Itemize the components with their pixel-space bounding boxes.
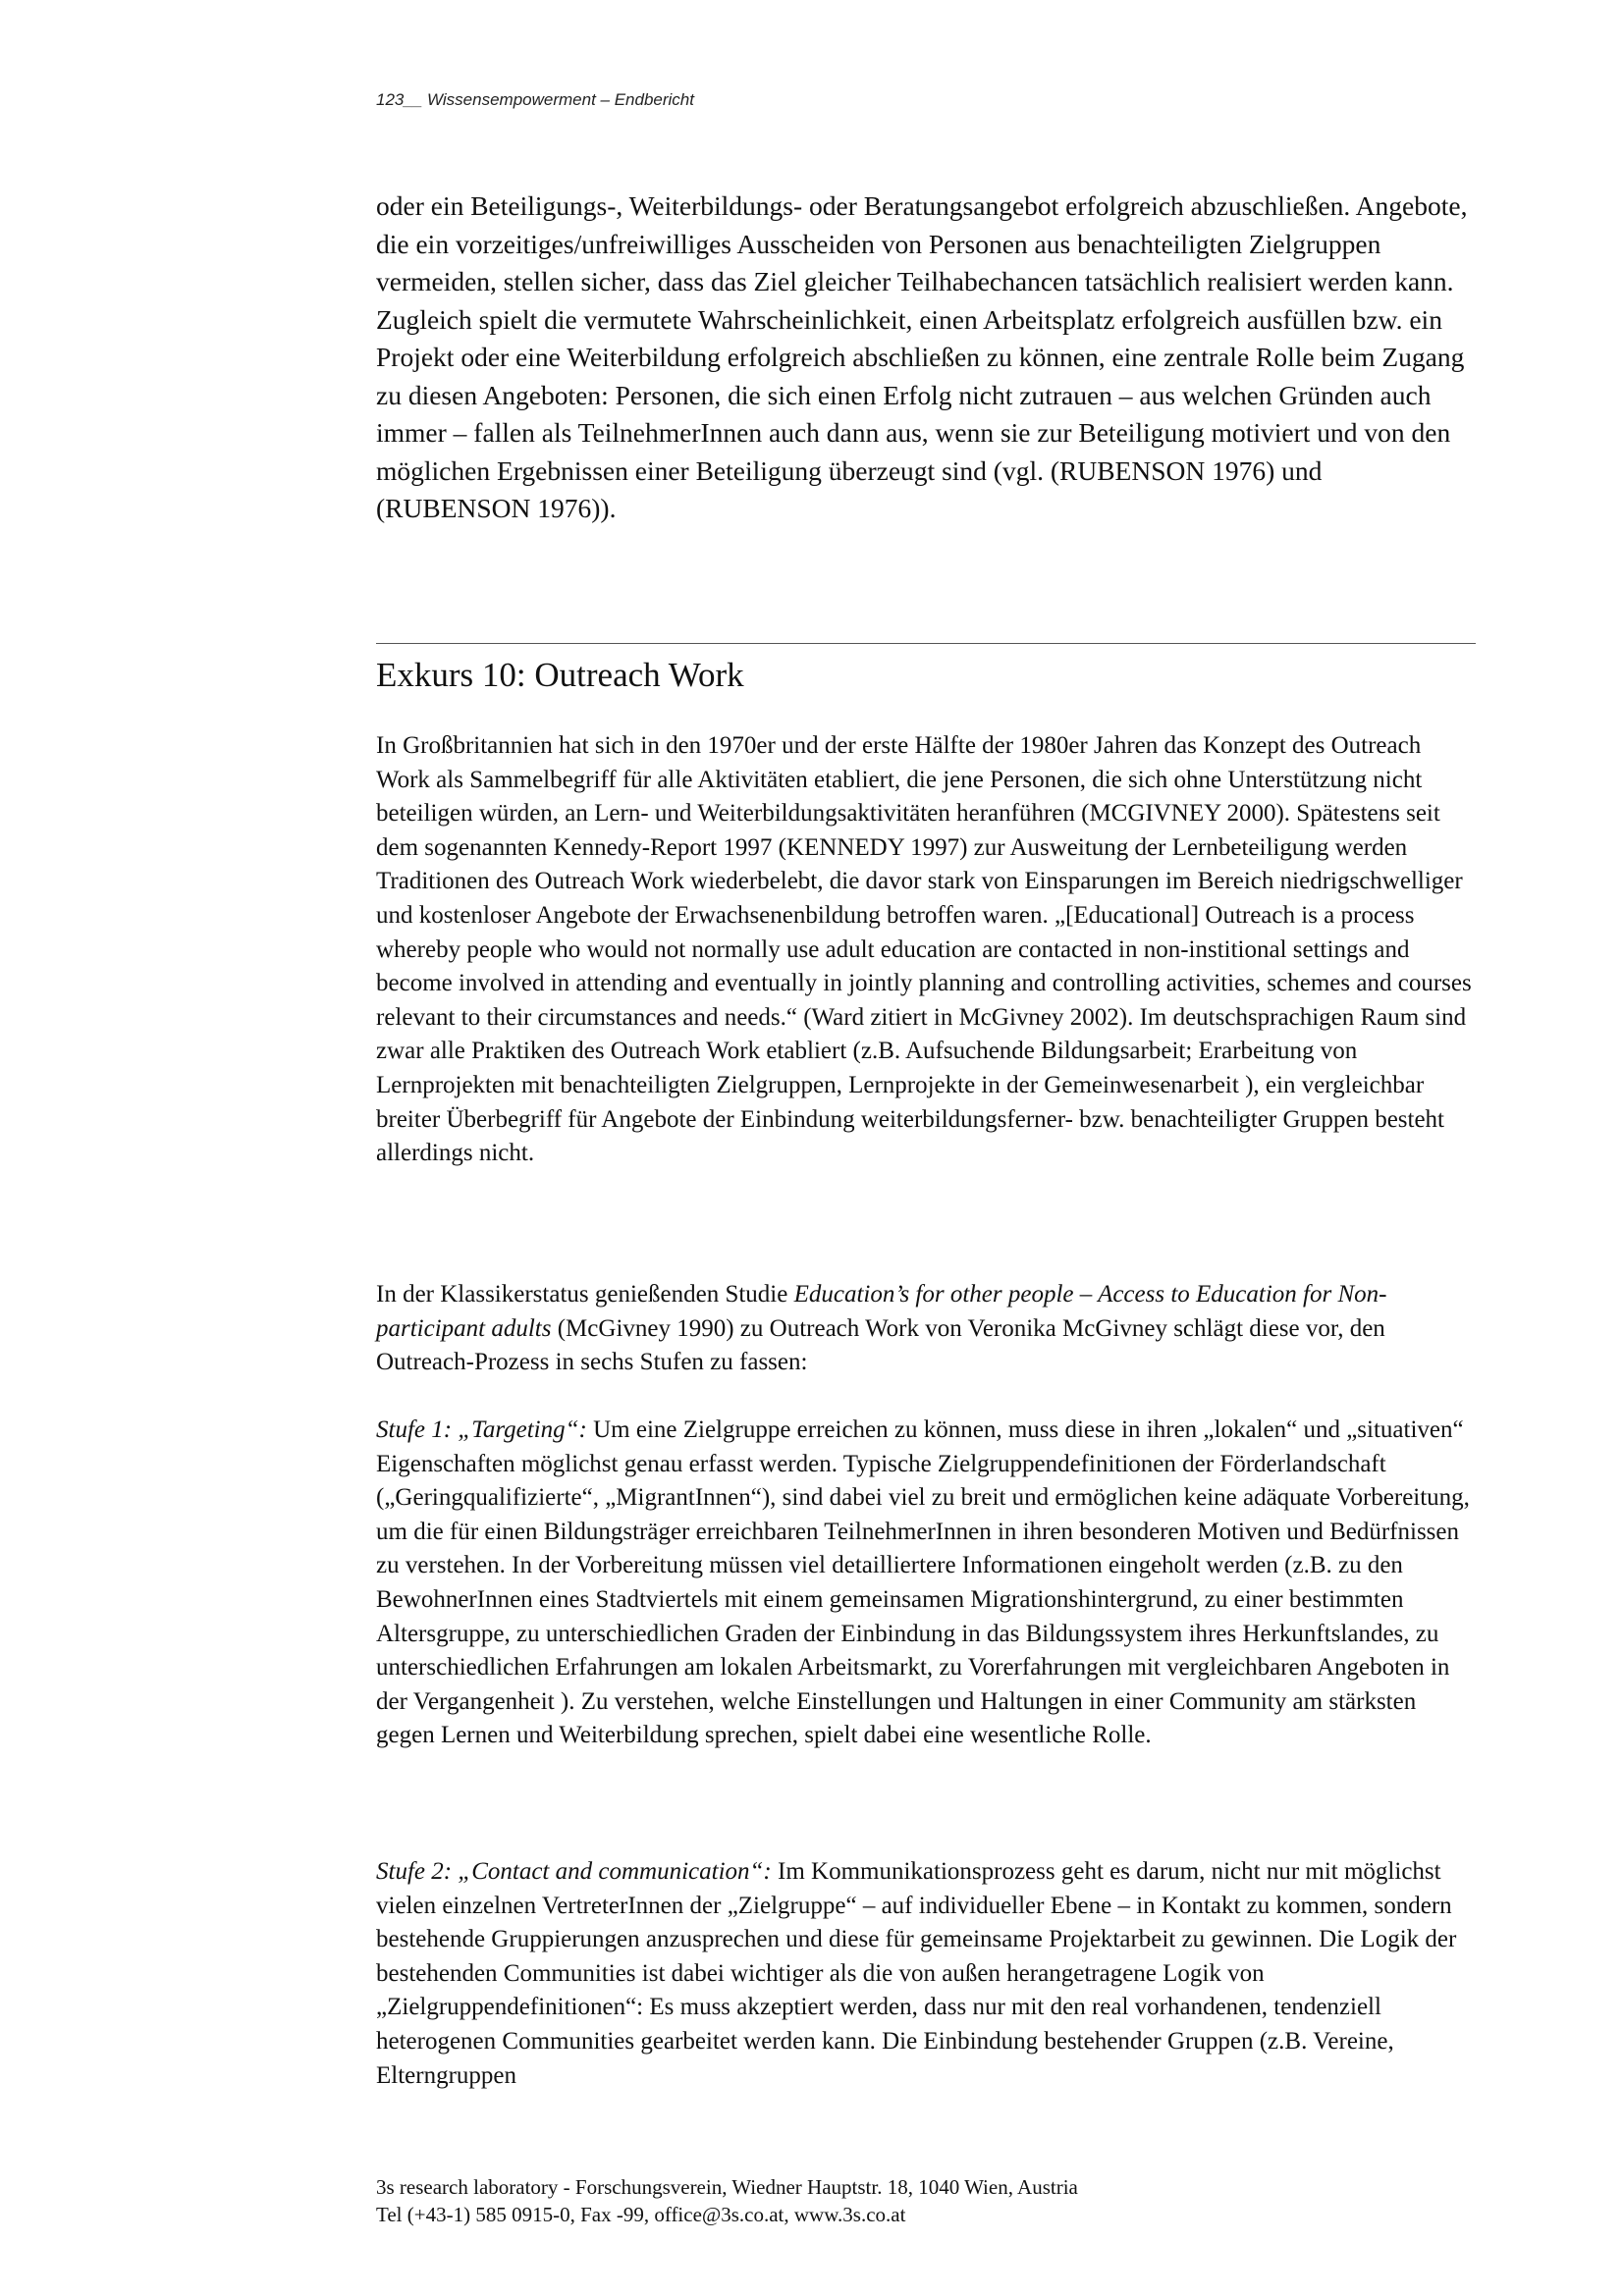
- stage-1-paragraph: [376, 1414, 1476, 1753]
- study-title: Education’s for other people – Access to Education for Non-participant adults: [376, 1281, 1387, 1342]
- stage-2-label: Stufe 2: „Contact and communication“:: [376, 1858, 772, 1885]
- footer-contact: Tel (+43-1) 585 0915-0, Fax -99, office@3s.co.at, www.3s.co.at: [376, 2203, 906, 2226]
- section-divider: [376, 643, 1476, 644]
- intro-paragraph: oder ein Beteiligungs-, Weiterbildungs- oder Beratungsangebot erfolgreich abzuschließen. Angebote, die ein vorzeitiges/unfreiwilliges Ausscheiden von Personen aus benachteiligten Zielgruppen vermeiden, stellen sicher, dass das Ziel gleicher Teilhabechancen tatsächlich realisiert werden kann. Zugleich spielt die vermutete Wahrscheinlichkeit, einen Arbeitsplatz erfolgreich ausfüllen bzw. ein Projekt oder eine Weiterbildung erfolgreich abschließen zu können, eine zentrale Rolle beim Zugang zu diesen Angeboten: Personen, die sich einen Erfolg nicht zutrauen – aus welchen Gründen auch immer – fallen als TeilnehmerInnen auch dann aus, wenn sie zur Beteiligung motiviert und von den möglichen Ergebnissen einer Beteiligung überzeugt sind (vgl. (RUBENSON 1976) und (RUBENSON 1976)).: [376, 190, 1468, 523]
- stage-1-text: Um eine Zielgruppe erreichen zu können, muss diese in ihren „lokalen“ und „situativen“ Eigenschaften möglichst genau erfasst werden. Typische Zielgruppendefinitionen der Förderlandschaft („Geringqualifizierte“, „MigrantInnen“), sind dabei viel zu breit und ermöglichen keine adäquate Vorbereitung, um die für einen Bildungsträger erreichbaren TeilnehmerInnen in ihren besonderen Motiven und Bedürfnissen zu verstehen. In der Vorbereitung müssen viel detailliertere Informationen eingeholt werden (z.B. zu den BewohnerInnen eines Stadtviertels mit einem gemeinsamen Migrationshintergrund, zu einer bestimmten Altersgruppe, zu unterschiedlichen Graden der Einbindung in das Bildungssystem ihres Herkunftslandes, zu unterschiedlichen Erfahrungen am lokalen Arbeitsmarkt, zu Vorerfahrungen mit vergleichbaren Angeboten in der Vergangenheit ). Zu verstehen, welche Einstellungen und Haltungen in einer Community am stärksten gegen Lernen und Weiterbildung sprechen, spielt dabei eine wesentliche Rolle.: [376, 1416, 1470, 1749]
- stage-1-label: Stufe 1: „Targeting“:: [376, 1416, 587, 1443]
- stage-2-text: Im Kommunikationsprozess geht es darum, nicht nur mit möglichst vielen einzelnen VertreterInnen der „Zielgruppe“ – auf individueller Ebene – in Kontakt zu kommen, sondern bestehende Gruppierungen anzusprechen und diese für gemeinsame Projektarbeit zu gewinnen. Die Logik der bestehenden Communities ist dabei wichtiger als die von außen herangetragene Logik von „Zielgruppendefinitionen“: Es muss akzeptiert werden, dass nur mit den real vorhandenen, tendenziell heterogenen Communities gearbeitet werden kann. Die Einbindung bestehender Gruppen (z.B. Vereine, Elterngruppen: [376, 1858, 1457, 2089]
- paragraph-2-tail: (McGivney 1990) zu Outreach Work von Veronika McGivney schlägt diese vor, den Outreach-Prozess in sechs Stufen zu fassen:: [376, 1314, 1385, 1376]
- exkurs-paragraph-1: In Großbritannien hat sich in den 1970er und der erste Hälfte der 1980er Jahren das Konzept des Outreach Work als Sammelbegriff für alle Aktivitäten etabliert, die jene Personen, die sich ohne Unterstützung nicht beteiligen würden, an Lern- und Weiterbildungsaktivitäten heranführen (MCGIVNEY 2000). Spätestens seit dem sogenannten Kennedy-Report 1997 (KENNEDY 1997) zur Ausweitung der Lernbeteiligung werden Traditionen des Outreach Work wiederbelebt, die davor stark von Einsparungen im Bereich niedrigschwelliger und kostenloser Angebote der Erwachsenenbildung betroffen waren. „[Educational] Outreach is a process whereby people who would not normally use adult education are contacted in non-institional settings and become involved in attending and eventually in jointly planning and controlling activities, schemes and courses relevant to their circumstances and needs.“ (Ward zitiert in McGivney 2002). Im deutschsprachigen Raum sind zwar alle Praktiken des Outreach Work etabliert (z.B. Aufsuchende Bildungsarbeit; Erarbeitung von Lernprojekten mit benachteiligten Zielgruppen, Lernprojekte in der Gemeinwesenarbeit ), ein vergleichbar breiter Überbegriff für Angebote der Einbindung weiterbildungsferner- bzw. benachteiligter Gruppen besteht allerdings nicht.: [376, 732, 1472, 1167]
- page-footer: [376, 2173, 1476, 2228]
- stage-2-paragraph: [376, 1855, 1476, 2093]
- footer-address: 3s research laboratory - Forschungsverein, Wiedner Hauptstr. 18, 1040 Wien, Austria: [376, 2175, 1078, 2199]
- running-header: 123__ Wissensempowerment – Endbericht: [376, 90, 694, 109]
- exkurs-paragraph-2: [376, 1278, 1476, 1380]
- exkurs-title: Exkurs 10: Outreach Work: [376, 656, 744, 694]
- paragraph-2-lead: In der Klassikerstatus genießenden Studie: [376, 1281, 794, 1308]
